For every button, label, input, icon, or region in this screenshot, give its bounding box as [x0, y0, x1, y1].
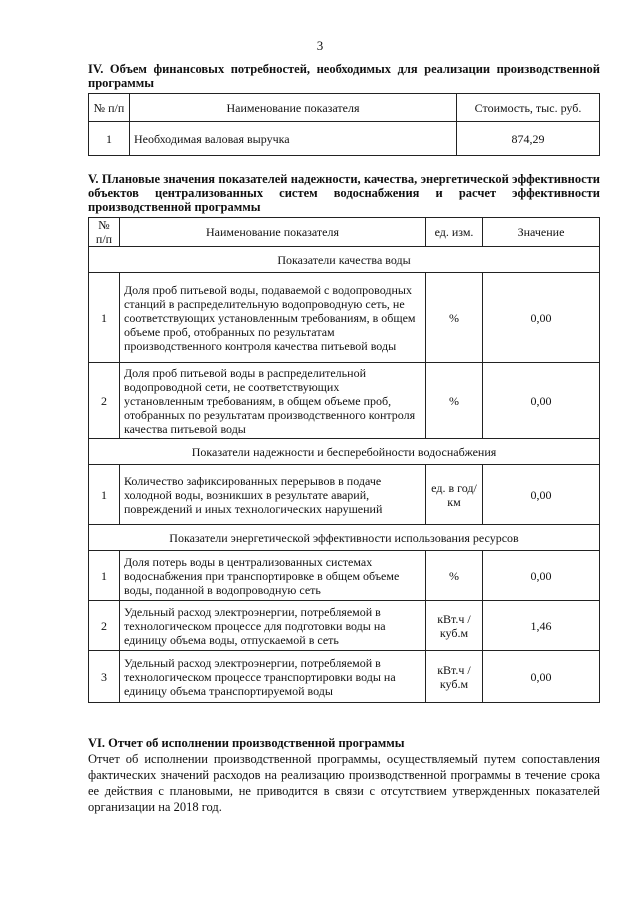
row-name: Необходимая валовая выручка	[130, 122, 457, 156]
row-value: 0,00	[483, 273, 600, 363]
indicators-table-header	[89, 218, 600, 247]
row-value: 0,00	[483, 551, 600, 601]
row-value: 0,00	[483, 651, 600, 703]
row-unit: кВт.ч / куб.м	[426, 651, 483, 703]
table-row	[89, 465, 600, 525]
row-unit: %	[426, 363, 483, 439]
row-name: Доля проб питьевой воды, подаваемой с водопроводных станций в распределительную водопроводную сеть, не соответствующих установленным требованиям, в общем объеме проб, отобранных по результатам производственного контроля качества питьевой воды	[120, 273, 426, 363]
table-row	[89, 551, 600, 601]
col-header-num: № п/п	[89, 218, 120, 247]
table-row	[89, 122, 600, 156]
page-number: 3	[316, 38, 324, 53]
section-6	[88, 735, 600, 815]
group-row-quality	[89, 247, 600, 273]
group-title: Показатели качества воды	[89, 247, 600, 273]
col-header-name: Наименование показателя	[120, 218, 426, 247]
col-header-value: Значение	[483, 218, 600, 247]
group-title: Показатели надежности и бесперебойности водоснабжения	[89, 439, 600, 465]
col-header-name: Наименование показателя	[130, 94, 457, 122]
row-unit: %	[426, 551, 483, 601]
group-row-energy	[89, 525, 600, 551]
col-header-unit: ед. изм.	[426, 218, 483, 247]
row-value: 0,00	[483, 465, 600, 525]
indicators-table	[88, 217, 600, 703]
row-name: Доля потерь воды в централизованных системах водоснабжения при транспортировке в общем объеме воды, поданной в водопроводную сеть	[120, 551, 426, 601]
group-title: Показатели энергетической эффективности использования ресурсов	[89, 525, 600, 551]
row-unit: ед. в год/ км	[426, 465, 483, 525]
row-num: 1	[89, 122, 130, 156]
row-name: Удельный расход электроэнергии, потребляемой в технологическом процессе транспортировки воды на единицу объема транспортируемой воды	[120, 651, 426, 703]
table-row	[89, 363, 600, 439]
table-row	[89, 601, 600, 651]
section-6-title: VI. Отчет об исполнении производственной программы	[88, 736, 405, 750]
row-num: 1	[89, 465, 120, 525]
row-name: Удельный расход электроэнергии, потребляемой в технологическом процессе для подготовки воды на единицу объема воды, отпускаемой в сеть	[120, 601, 426, 651]
row-name: Доля проб питьевой воды в распределительной водопроводной сети, не соответствующих установленным требованиям, в общем объеме проб, отобранных по результатам производственного контроля качества питьевой воды	[120, 363, 426, 439]
row-value: 874,29	[457, 122, 600, 156]
section-5-title: V. Плановые значения показателей надежности, качества, энергетической эффективности объектов централизованных систем водоснабжения и расчет эффективности производственной программы	[88, 172, 600, 214]
row-num: 2	[89, 363, 120, 439]
row-unit: кВт.ч / куб.м	[426, 601, 483, 651]
financial-table	[88, 93, 600, 156]
row-unit: %	[426, 273, 483, 363]
section-6-text: Отчет об исполнении производственной программы, осуществляемый путем сопоставления фактических значений расходов на реализацию производственной программы в течение срока ее действия с плановыми, не приводится в связи с отсутствием утвержденных показателей организации на 2018 год.	[88, 752, 600, 814]
row-value: 1,46	[483, 601, 600, 651]
group-row-reliability	[89, 439, 600, 465]
table-row	[89, 273, 600, 363]
col-header-cost: Стоимость, тыс. руб.	[457, 94, 600, 122]
section-4-title: IV. Объем финансовых потребностей, необходимых для реализации производственной программы	[88, 62, 600, 90]
row-value: 0,00	[483, 363, 600, 439]
row-num: 2	[89, 601, 120, 651]
row-num: 1	[89, 273, 120, 363]
col-header-num: № п/п	[89, 94, 130, 122]
row-num: 3	[89, 651, 120, 703]
financial-table-header	[89, 94, 600, 122]
row-num: 1	[89, 551, 120, 601]
row-name: Количество зафиксированных перерывов в подаче холодной воды, возникших в результате аварий, повреждений и иных технологических нарушений	[120, 465, 426, 525]
table-row	[89, 651, 600, 703]
